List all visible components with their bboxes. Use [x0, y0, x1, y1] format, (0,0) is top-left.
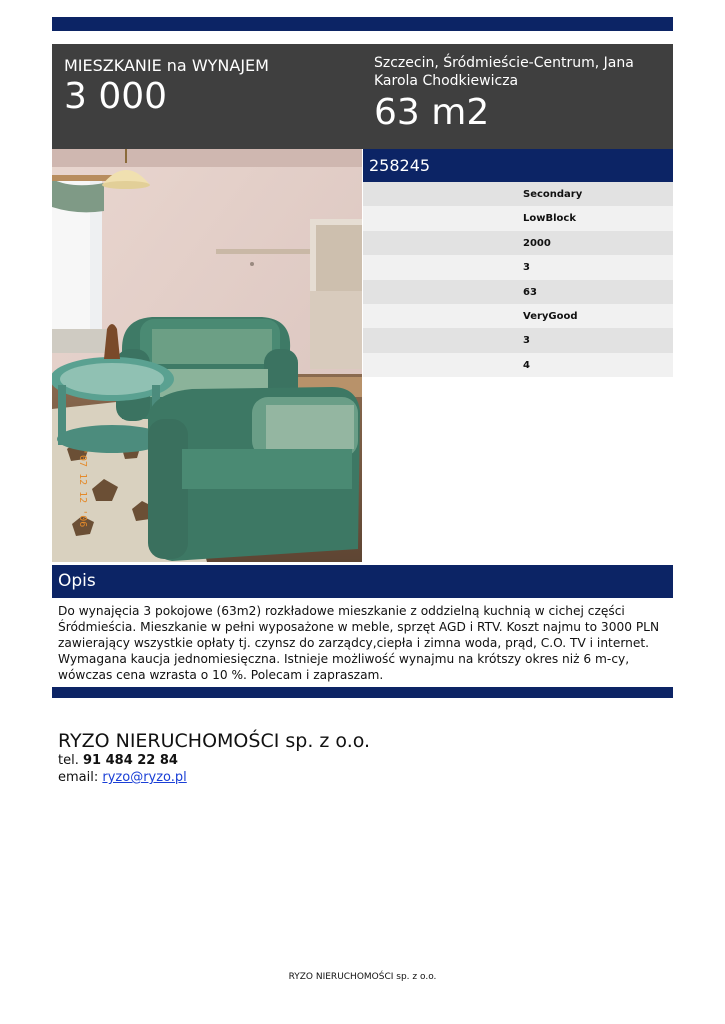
detail-row	[363, 206, 673, 230]
detail-row	[363, 353, 673, 377]
listing-id-bar	[363, 149, 673, 182]
offer-area: 63 m2	[374, 92, 490, 133]
detail-value: 3	[523, 262, 530, 274]
property-photo	[52, 149, 362, 562]
svg-text:'07 12 12 '06: '07 12 12 '06	[77, 449, 88, 528]
phone-number: 91 484 22 84	[82, 753, 178, 768]
detail-row	[363, 231, 673, 255]
detail-row	[363, 304, 673, 328]
email-line	[58, 769, 187, 786]
agency-name: RYZO NIERUCHOMOŚCI sp. z o.o.	[58, 730, 371, 752]
description-text: Do wynajęcia 3 pokojowe (63m2) rozkładowe mieszkanie z oddzielną kuchnią w cichej części Śródmieścia. Mieszkanie w pełni wyposażone w meble, sprzęt AGD i RTV. Koszt najmu to 3000 PLN zawierający wszystkie opłaty tj. czynsz do zarządcy,ciepła i zimna woda, prąd, C.O. TV i internet. Wymagana kaucja jednomiesięczna. Istnieje możliwość wynajmu na krótszy okres niż 6 m-cy, wówczas cena wzrasta o 10 %. Polecam i zapraszam.	[58, 604, 660, 682]
detail-row	[363, 255, 673, 279]
detail-row	[363, 182, 673, 206]
bottom-divider-bar	[52, 687, 673, 698]
detail-row	[363, 280, 673, 304]
offer-price: 3 000	[64, 76, 168, 117]
phone-line	[58, 752, 187, 769]
description-section-bar	[52, 565, 673, 598]
email-link[interactable]: ryzo@ryzo.pl	[102, 770, 187, 785]
listing-id: 258245	[369, 156, 431, 175]
description-title: Opis	[58, 571, 96, 591]
detail-value: 2000	[523, 237, 551, 249]
offer-type: MIESZKANIE na WYNAJEM	[64, 56, 269, 75]
phone-label: tel.	[58, 753, 79, 768]
detail-value: VeryGood	[523, 310, 578, 322]
page-footer: RYZO NIERUCHOMOŚCI sp. z o.o.	[288, 972, 437, 982]
detail-value: LowBlock	[523, 213, 576, 225]
header-right	[374, 54, 664, 134]
email-label: email:	[58, 770, 99, 785]
detail-value: Secondary	[523, 189, 583, 200]
detail-row	[363, 328, 673, 352]
header-left	[64, 56, 354, 118]
detail-value: 3	[523, 335, 530, 347]
details-table	[363, 182, 673, 377]
offer-location: Szczecin, Śródmieście-Centrum, Jana Karola Chodkiewicza	[374, 55, 634, 89]
agency-contact	[58, 752, 187, 786]
top-banner-bar	[52, 17, 673, 31]
listing-header	[52, 44, 673, 149]
detail-value: 63	[523, 286, 537, 298]
detail-value: 4	[523, 359, 530, 371]
